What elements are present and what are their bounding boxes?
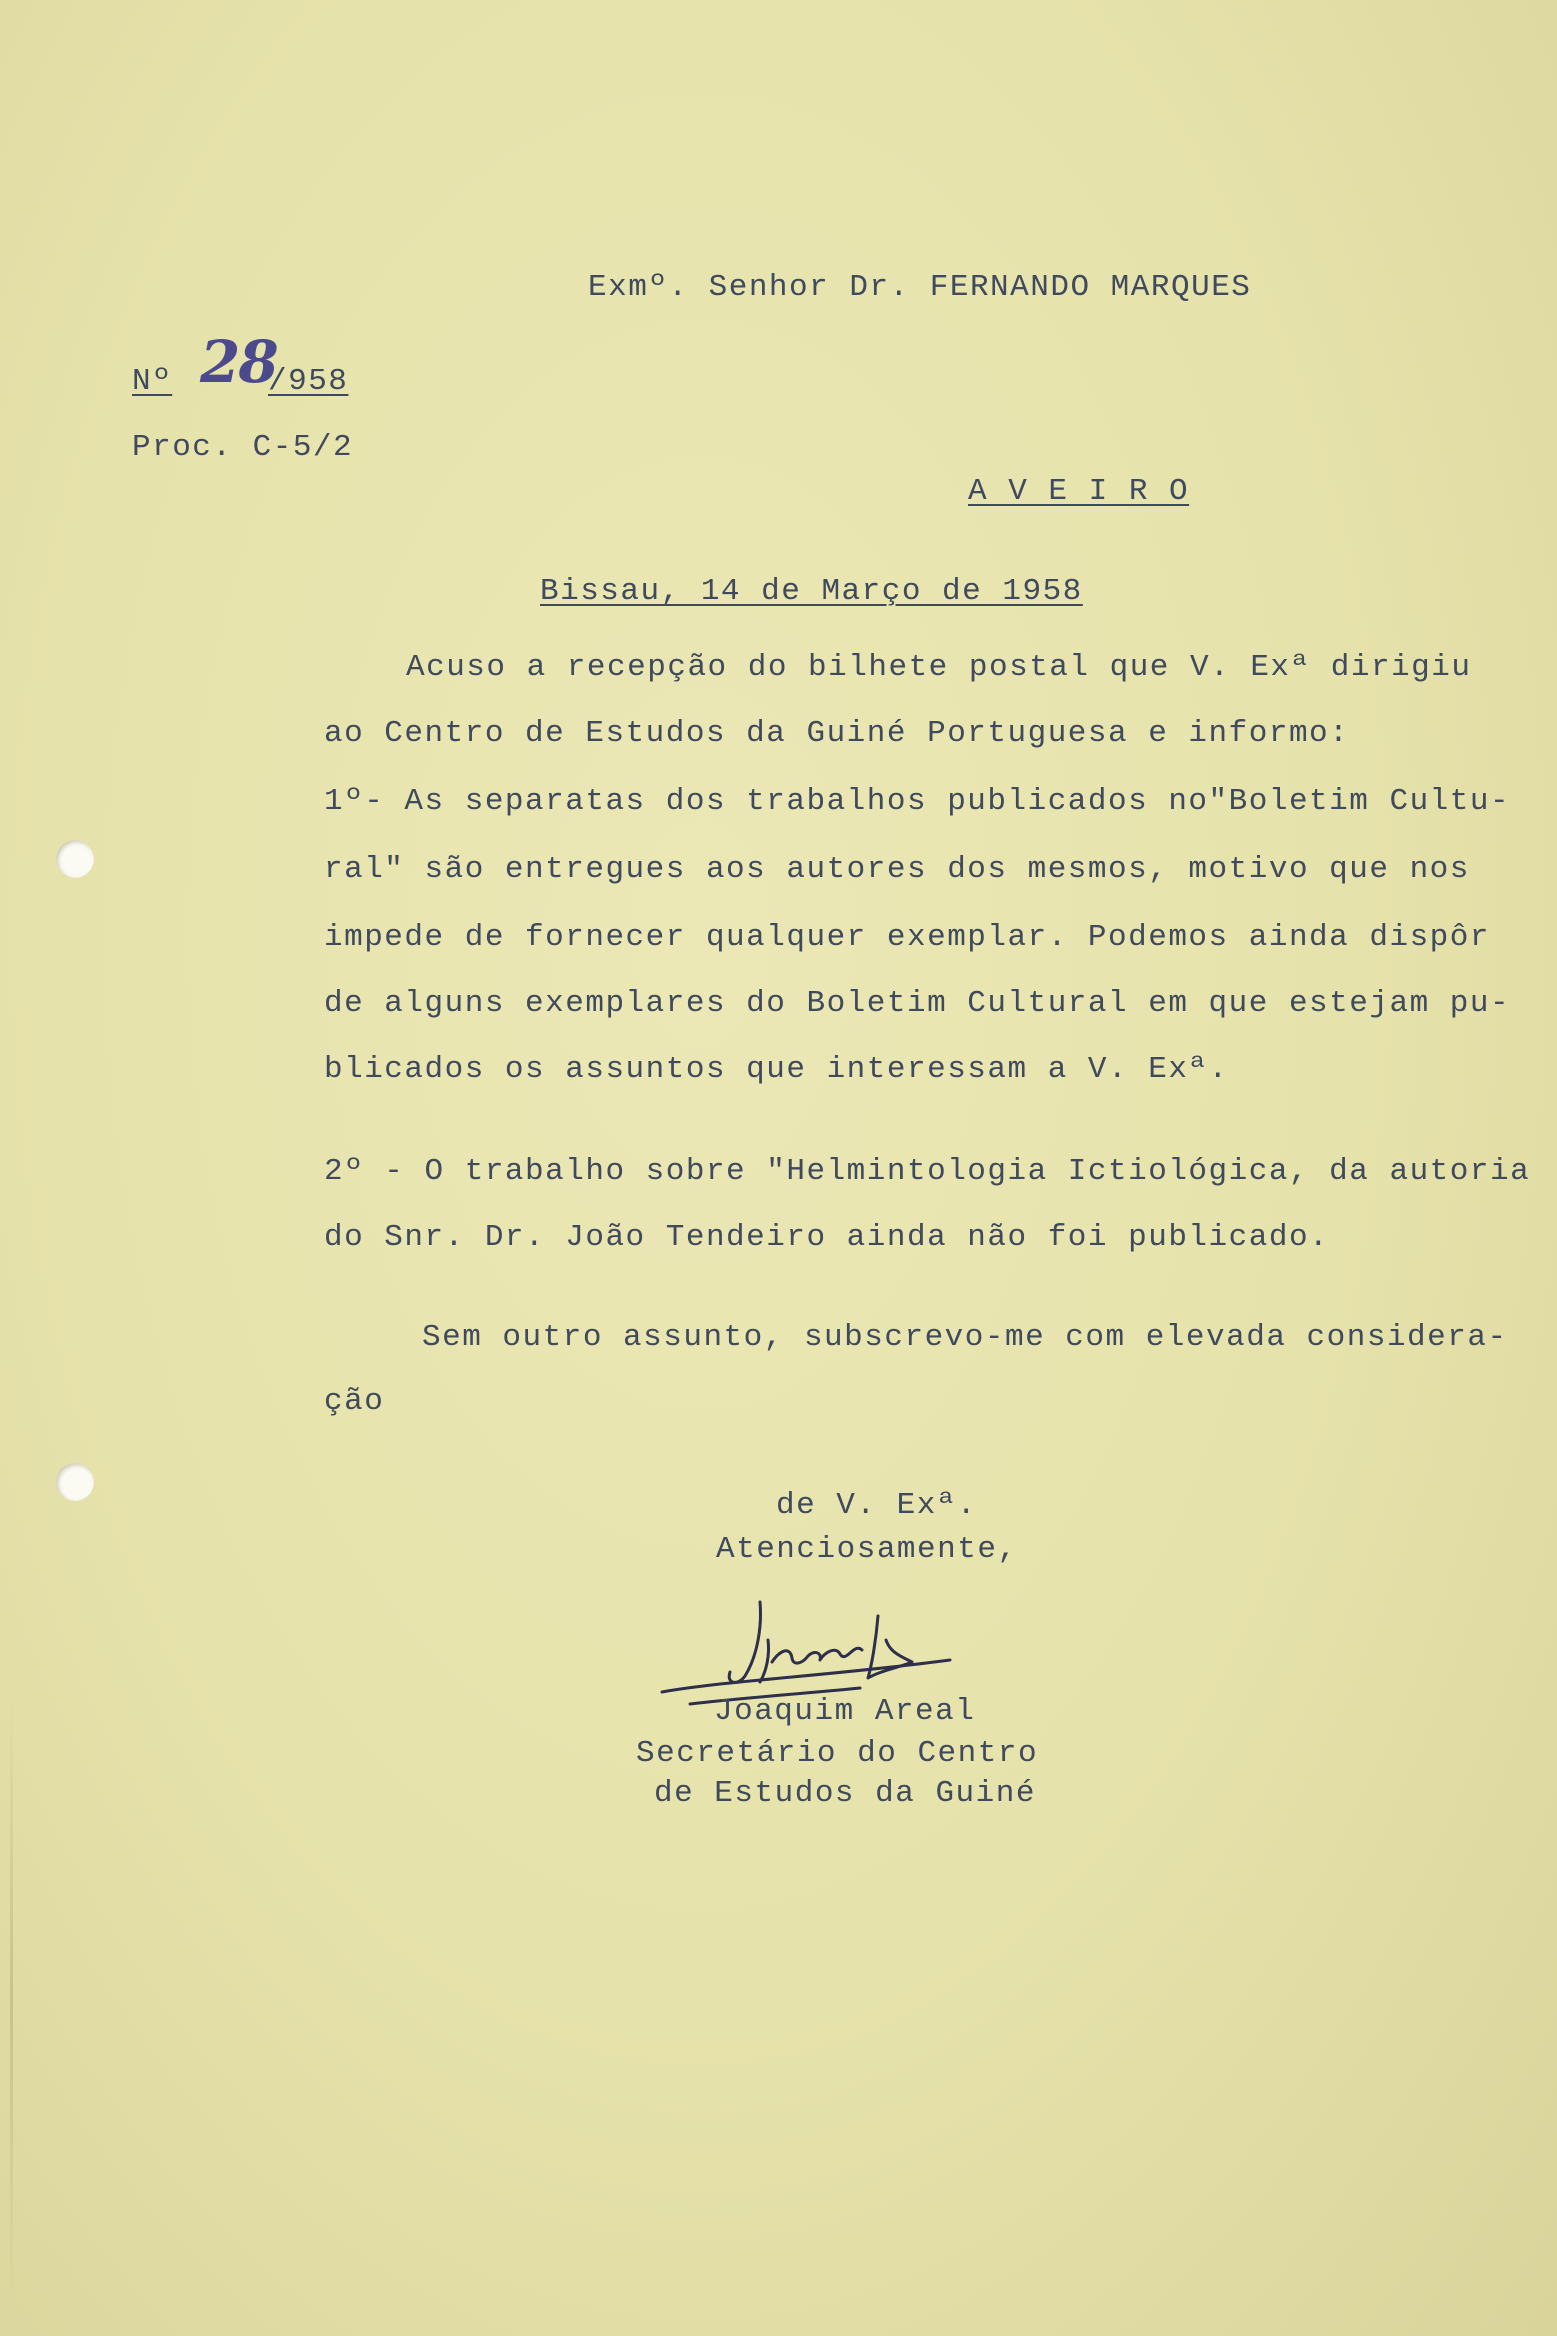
body-line: 2º - O trabalho sobre "Helmintologia Ictiológica, da autoria bbox=[324, 1154, 1531, 1189]
body-line: de alguns exemplares do Boletim Cultural em que estejam pu- bbox=[324, 986, 1511, 1021]
process-reference: Proc. C-5/2 bbox=[132, 430, 354, 465]
body-line: ral" são entregues aos autores dos mesmos, motivo que nos bbox=[324, 852, 1470, 887]
reference-prefix: Nº bbox=[132, 364, 173, 399]
paper-crease bbox=[10, 1700, 13, 2300]
letter-date: Bissau, 14 de Março de 1958 bbox=[540, 574, 1083, 609]
closing-line: Atenciosamente, bbox=[716, 1532, 1018, 1567]
reference-year: /958 bbox=[268, 364, 349, 399]
body-line: 1º- As separatas dos trabalhos publicados no"Boletim Cultu- bbox=[324, 784, 1511, 819]
body-line: impede de fornecer qualquer exemplar. Podemos ainda dispôr bbox=[324, 920, 1490, 955]
closing-line: de V. Exª. bbox=[776, 1488, 978, 1523]
handwritten-reference-number: 28 bbox=[200, 328, 277, 396]
punch-hole-bottom bbox=[56, 1463, 94, 1501]
body-line: ção bbox=[324, 1384, 385, 1419]
body-line: Acuso a recepção do bilhete postal que V. Exª dirigiu bbox=[406, 650, 1472, 685]
punch-hole-top bbox=[56, 840, 94, 878]
handwritten-signature bbox=[650, 1580, 980, 1710]
body-line: ao Centro de Estudos da Guiné Portuguesa e informo: bbox=[324, 716, 1350, 751]
signatory-institution: de Estudos da Guiné bbox=[654, 1776, 1036, 1811]
body-line: Sem outro assunto, subscrevo-me com elevada considera- bbox=[422, 1320, 1508, 1355]
destination-city: A V E I R O bbox=[968, 474, 1190, 509]
signatory-title: Secretário do Centro bbox=[636, 1736, 1039, 1771]
body-line: do Snr. Dr. João Tendeiro ainda não foi publicado. bbox=[324, 1220, 1330, 1255]
body-line: blicados os assuntos que interessam a V. Exª. bbox=[324, 1052, 1229, 1087]
addressee: Exmº. Senhor Dr. FERNANDO MARQUES bbox=[588, 270, 1252, 305]
signatory-name: Joaquim Areal bbox=[714, 1694, 976, 1729]
